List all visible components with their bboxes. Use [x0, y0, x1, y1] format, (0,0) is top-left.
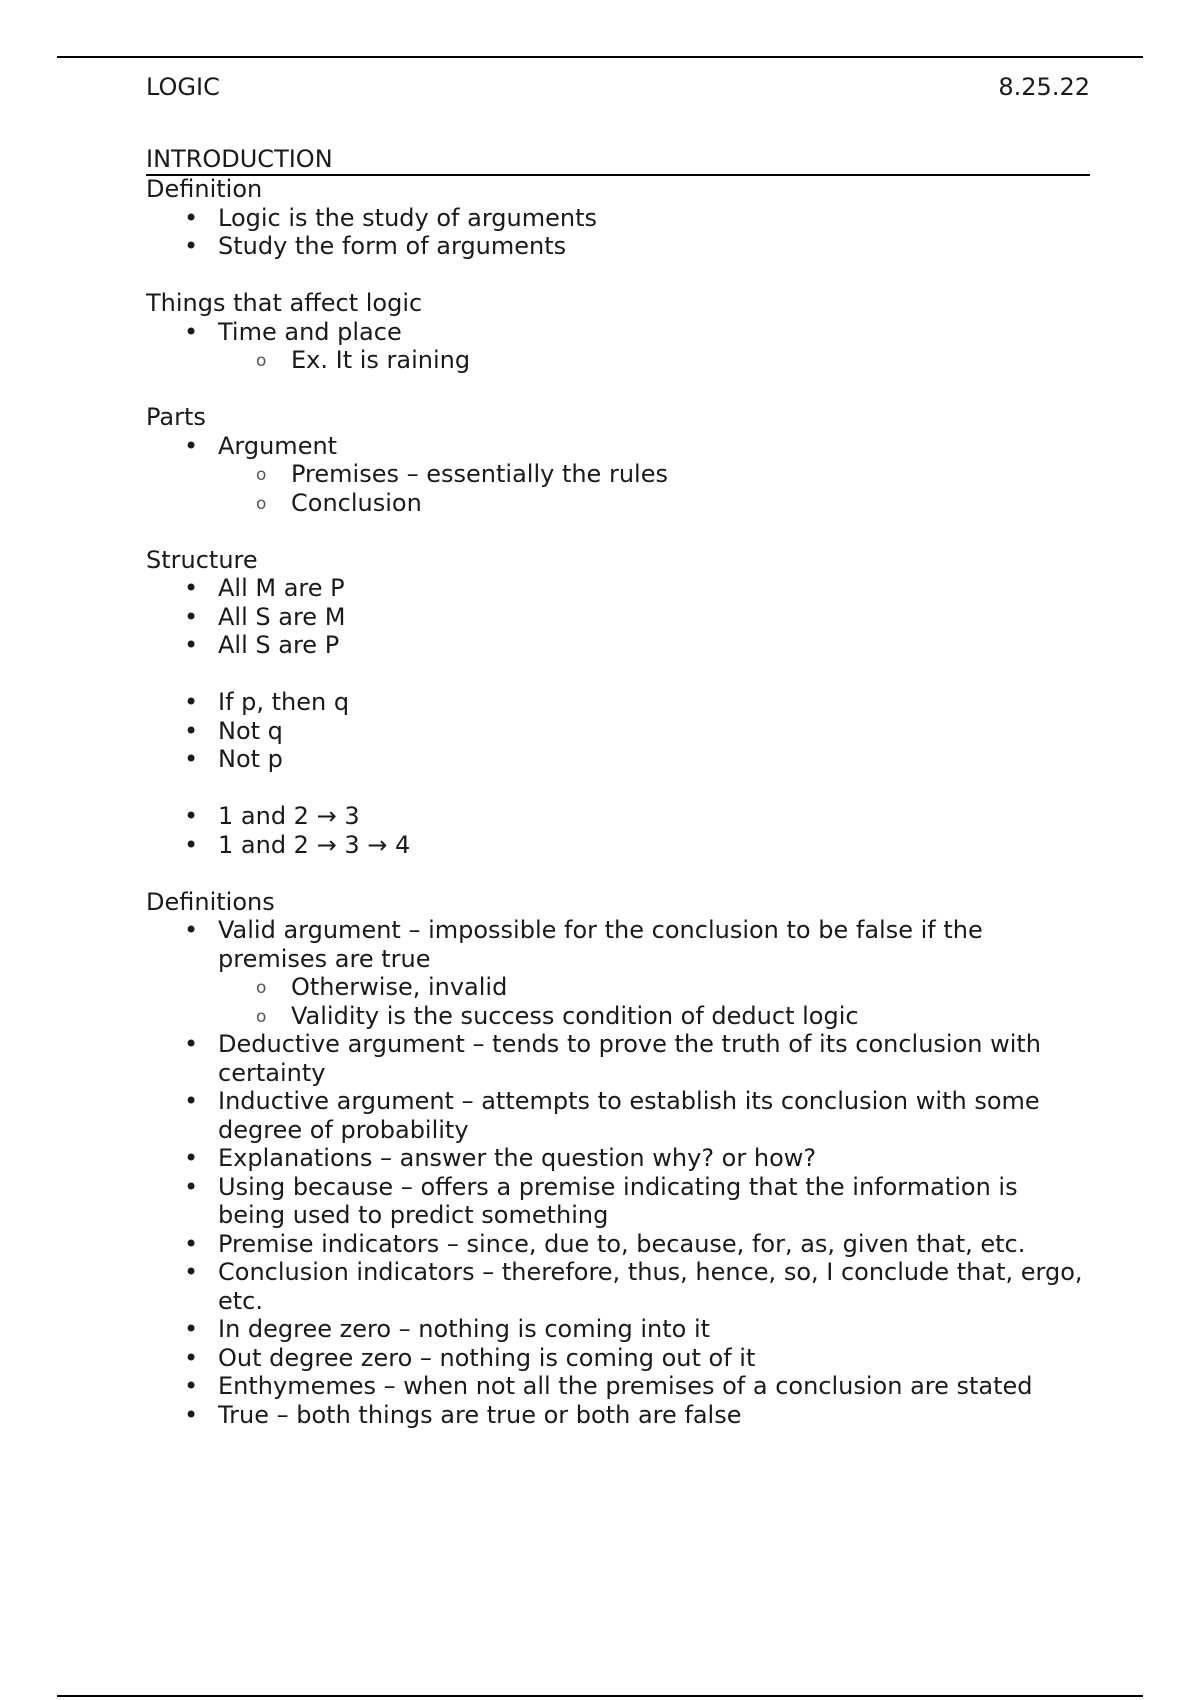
list-item: • Valid argument – impossible for the conclusion to be false if the premises are true: [146, 916, 1090, 973]
definition-title: Definition: [146, 175, 263, 203]
sub-list-item: o Otherwise, invalid: [146, 973, 1090, 1002]
list-item: • Explanations – answer the question why? or how?: [146, 1144, 1090, 1173]
structure-list-2: [146, 688, 1090, 774]
bottom-rule: [57, 1695, 1143, 1697]
list-item: • Premise indicators – since, due to, because, for, as, given that, etc.: [146, 1230, 1090, 1259]
list-item: • All S are P: [146, 631, 1090, 660]
list-item: • Not p: [146, 745, 1090, 774]
list-item: • 1 and 2 → 3 → 4: [146, 831, 1090, 860]
sub-list-item: o Conclusion: [146, 489, 1090, 518]
list-item: • Argument: [146, 432, 1090, 461]
list-item: • Not q: [146, 717, 1090, 746]
list-item: • In degree zero – nothing is coming into it: [146, 1315, 1090, 1344]
list-item: • Using because – offers a premise indicating that the information is being used to predict something: [146, 1173, 1090, 1230]
definitions-title: Definitions: [146, 887, 275, 916]
document-header: [146, 71, 1090, 103]
list-item: • Time and place: [146, 318, 1090, 347]
list-item: • All S are M: [146, 603, 1090, 632]
definition-list: [146, 204, 1090, 261]
notes-body: [146, 175, 1090, 1429]
document-title: LOGIC: [146, 73, 220, 101]
list-item: • Deductive argument – tends to prove the truth of its conclusion with certainty: [146, 1030, 1090, 1087]
affect-list: [146, 318, 1090, 375]
list-item: • Enthymemes – when not all the premises of a conclusion are stated: [146, 1372, 1090, 1401]
sub-list-item: o Premises – essentially the rules: [146, 460, 1090, 489]
definitions-list: [146, 916, 1090, 1429]
section-heading: INTRODUCTION: [146, 144, 1090, 176]
structure-title: Structure: [146, 545, 258, 574]
list-item: • Inductive argument – attempts to establish its conclusion with some degree of probability: [146, 1087, 1090, 1144]
list-item: • Study the form of arguments: [146, 232, 1090, 261]
list-item: • If p, then q: [146, 688, 1090, 717]
list-item: • Out degree zero – nothing is coming out of it: [146, 1344, 1090, 1373]
top-rule: [57, 56, 1143, 58]
structure-list-1: [146, 574, 1090, 660]
sub-list-item: o Validity is the success condition of deduct logic: [146, 1002, 1090, 1031]
list-item: • 1 and 2 → 3: [146, 802, 1090, 831]
affect-title: Things that affect logic: [146, 289, 423, 317]
list-item: • True – both things are true or both are false: [146, 1401, 1090, 1430]
parts-list: [146, 432, 1090, 518]
document-date: 8.25.22: [998, 73, 1090, 101]
list-item: • Logic is the study of arguments: [146, 204, 1090, 233]
structure-list-3: [146, 802, 1090, 859]
list-item: • All M are P: [146, 574, 1090, 603]
sub-list-item: o Ex. It is raining: [146, 346, 1090, 375]
parts-title: Parts: [146, 403, 206, 431]
list-item: • Conclusion indicators – therefore, thus, hence, so, I conclude that, ergo, etc.: [146, 1258, 1090, 1315]
